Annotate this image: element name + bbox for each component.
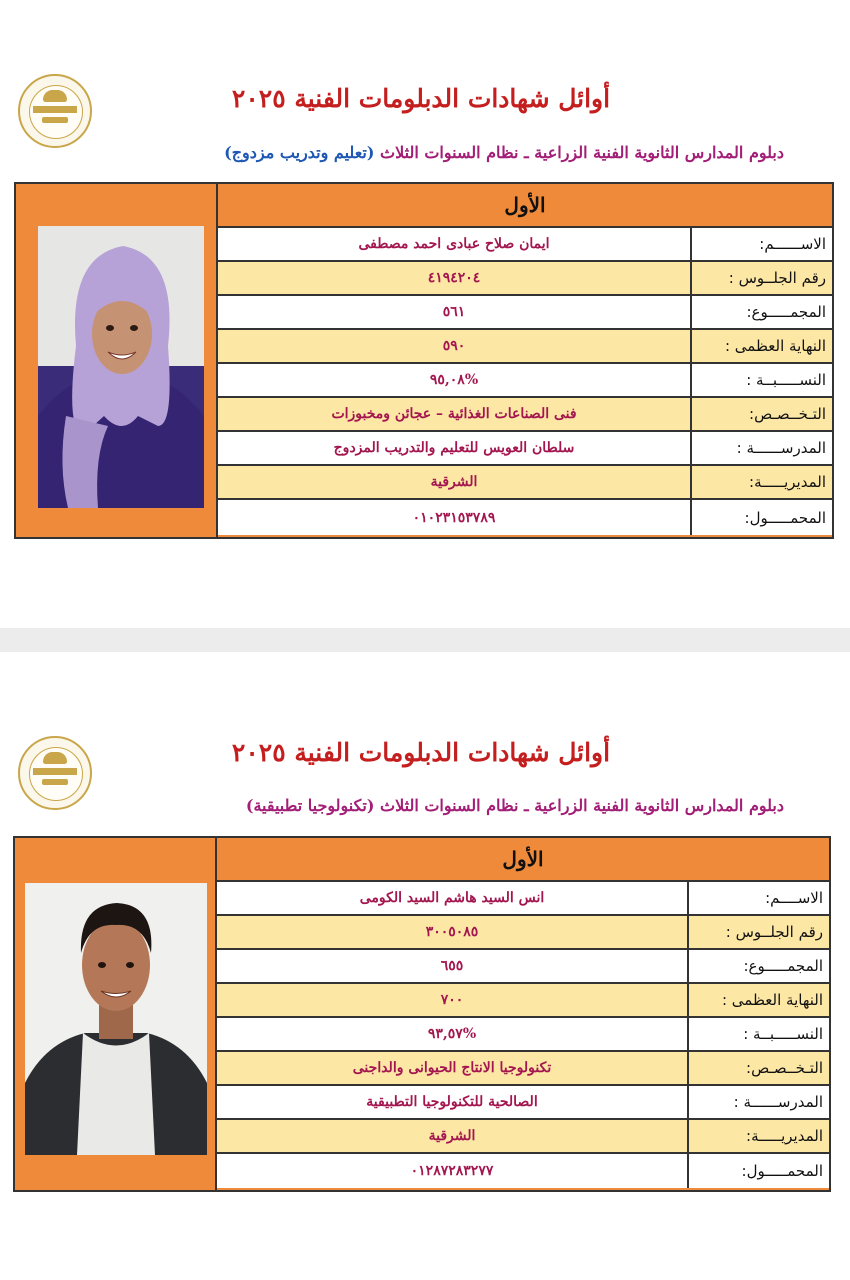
school-value: الصالحية للتكنولوجيا التطبيقية — [366, 1094, 538, 1110]
mobile-label: المحمـــــول: — [687, 1154, 829, 1188]
percentage-value: %٩٥,٠٨ — [429, 372, 479, 388]
student-card — [13, 836, 831, 1192]
directorate-label: المديريـــــة: — [690, 466, 832, 498]
certificate-sheet-2 — [0, 652, 850, 1280]
rank-header: الأول — [215, 838, 829, 880]
diploma-type: دبلوم المدارس الثانوية الفنية الزراعية ـ نظام السنوات الثلاث — [380, 796, 784, 815]
student-name-label: الاســــــم: — [690, 228, 832, 260]
page-title: أوائل شهادات الدبلومات الفنية ٢٠٢٥ — [231, 738, 611, 767]
school-label: المدرســــــة : — [687, 1086, 829, 1118]
seat-number-label: رقم الجلــوس : — [690, 262, 832, 294]
mobile-label: المحمـــــول: — [690, 500, 832, 535]
directorate-value: الشرقية — [428, 1128, 476, 1144]
rank-header: الأول — [216, 184, 832, 226]
school-label: المدرســــــة : — [690, 432, 832, 464]
student-info-table — [216, 226, 832, 537]
seat-number-value: ٣٠٠٥٠٨٥ — [425, 924, 479, 940]
student-info-table — [215, 880, 829, 1190]
student-name-label: الاســــم: — [687, 882, 829, 914]
student-card — [14, 182, 834, 539]
max-score-value: ٧٠٠ — [440, 992, 464, 1008]
student-name-value: ايمان صلاح عبادى احمد مصطفى — [358, 236, 550, 252]
total-value: ٥٦١ — [442, 304, 466, 320]
mobile-value: ٠١٠٢٣١٥٣٧٨٩ — [412, 509, 496, 526]
seat-number-value: ٤١٩٤٢٠٤ — [427, 270, 481, 286]
certificate-sheet-1 — [0, 0, 850, 628]
directorate-label: المديريـــــة: — [687, 1120, 829, 1152]
max-score-label: النهاية العظمى : — [687, 984, 829, 1016]
student-photo — [38, 226, 204, 508]
diploma-subtitle — [224, 143, 784, 162]
percentage-value: %٩٣,٥٧ — [427, 1026, 477, 1042]
school-value: سلطان العويس للتعليم والتدريب المزدوج — [333, 440, 575, 456]
page-title: أوائل شهادات الدبلومات الفنية ٢٠٢٥ — [231, 84, 611, 113]
total-label: المجمـــــوع: — [690, 296, 832, 328]
directorate-value: الشرقية — [430, 474, 478, 490]
diploma-subtitle — [246, 796, 784, 815]
page-separator — [0, 628, 850, 652]
total-label: المجمـــــوع: — [687, 950, 829, 982]
percentage-label: النســـــبــة : — [687, 1018, 829, 1050]
study-system: (تكنولوجيا تطبيقية) — [245, 796, 375, 815]
max-score-label: النهاية العظمى : — [690, 330, 832, 362]
max-score-value: ٥٩٠ — [442, 338, 466, 354]
specialization-label: التـخــصـص: — [687, 1052, 829, 1084]
mobile-value: ٠١٢٨٧٢٨٣٢٧٧ — [410, 1163, 494, 1179]
specialization-label: التـخــصـص: — [690, 398, 832, 430]
specialization-value: فنى الصناعات الغذائية – عجائن ومخبوزات — [331, 406, 577, 422]
seat-number-label: رقم الجلــوس : — [687, 916, 829, 948]
study-system: (تعليم وتدريب مزدوج) — [224, 143, 375, 162]
total-value: ٦٥٥ — [440, 958, 464, 974]
percentage-label: النســـــبــة : — [690, 364, 832, 396]
specialization-value: تكنولوجيا الانتاج الحيوانى والداجنى — [352, 1060, 552, 1076]
student-name-value: انس السيد هاشم السيد الكومى — [359, 890, 545, 906]
diploma-type: دبلوم المدارس الثانوية الفنية الزراعية ـ نظام السنوات الثلاث — [380, 143, 784, 162]
student-photo — [25, 883, 207, 1155]
